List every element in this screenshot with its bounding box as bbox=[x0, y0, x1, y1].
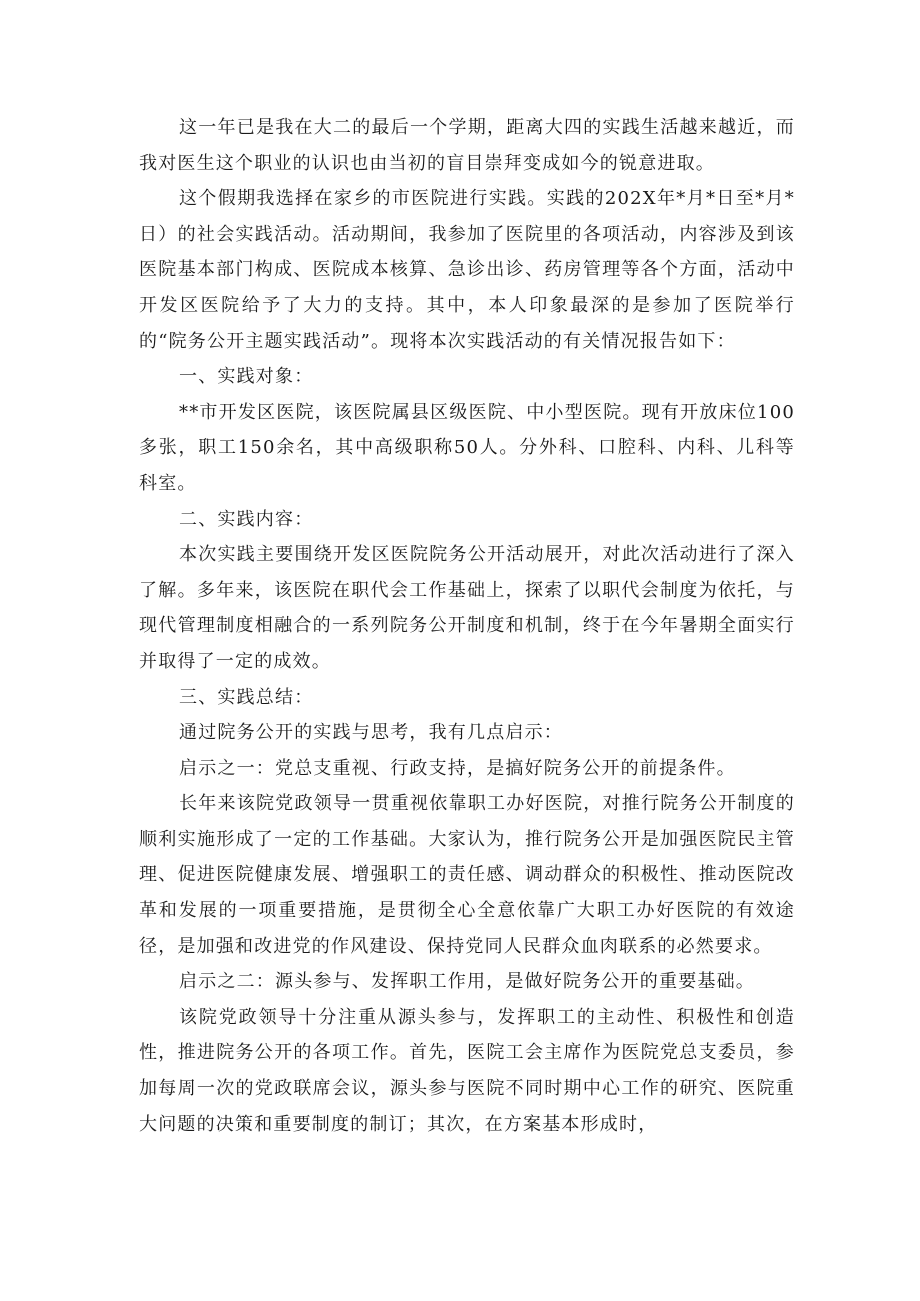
section-heading-content: 二、实践内容： bbox=[179, 508, 314, 530]
paragraph-intro: 这一年已是我在大二的最后一个学期，距离大四的实践生活越来越近，而我对医生这个职业的认识也由当初的盲目崇拜变成如今的锐意进取。 bbox=[139, 117, 795, 174]
paragraph-insight-one-title: 启示之一：党总支重视、行政支持，是搞好院务公开的前提条件。 bbox=[179, 757, 736, 779]
paragraph-content: 本次实践主要围绕开发区医院院务公开活动展开，对此次活动进行了深入了解。多年来，该医院在职代会工作基础上，探索了以职代会制度为依托，与现代管理制度相融合的一系列院务公开制度和机制，终于在今年暑期全面实行并取得了一定的成效。 bbox=[139, 544, 795, 672]
section-heading-summary: 三、实践总结： bbox=[179, 686, 314, 708]
paragraph-practice-overview: 这个假期我选择在家乡的市医院进行实践。实践的202X年*月*日至*月*日）的社会实践活动。活动期间，我参加了医院里的各项活动，内容涉及到该医院基本部门构成、医院成本核算、急诊出诊、药房管理等各个方面，活动中开发区医院给予了大力的支持。其中，本人印象最深的是参加了医院举行的“院务公开主题实践活动”。现将本次实践活动的有关情况报告如下： bbox=[139, 188, 795, 352]
section-heading-object: 一、实践对象： bbox=[179, 366, 314, 388]
paragraph-insight-one-body: 长年来该院党政领导一贯重视依靠职工办好医院，对推行院务公开制度的顺利实施形成了一定的工作基础。大家认为，推行院务公开是加强医院民主管理、促进医院健康发展、增强职工的责任感、调动群众的积极性、推动医院改革和发展的一项重要措施，是贯彻全心全意依靠广大职工办好医院的有效途径，是加强和改进党的作风建设、保持党同人民群众血肉联系的必然要求。 bbox=[139, 793, 795, 957]
paragraph-object: **市开发区医院，该医院属县区级医院、中小型医院。现有开放床位100多张，职工150余名，其中高级职称50人。分外科、口腔科、内科、儿科等科室。 bbox=[139, 401, 795, 494]
paragraph-insight-two-title: 启示之二：源头参与、发挥职工作用，是做好院务公开的重要基础。 bbox=[179, 971, 755, 993]
paragraph-insight-two-body: 该院党政领导十分注重从源头参与，发挥职工的主动性、积极性和创造性，推进院务公开的各项工作。首先，医院工会主席作为医院党总支委员，参加每周一次的党政联席会议，源头参与医院不同时期中心工作的研究、医院重大问题的决策和重要制度的制订；其次，在方案基本形成时， bbox=[139, 1006, 795, 1135]
document-body bbox=[139, 110, 795, 1142]
paragraph-summary-intro: 通过院务公开的实践与思考，我有几点启示： bbox=[179, 722, 563, 744]
